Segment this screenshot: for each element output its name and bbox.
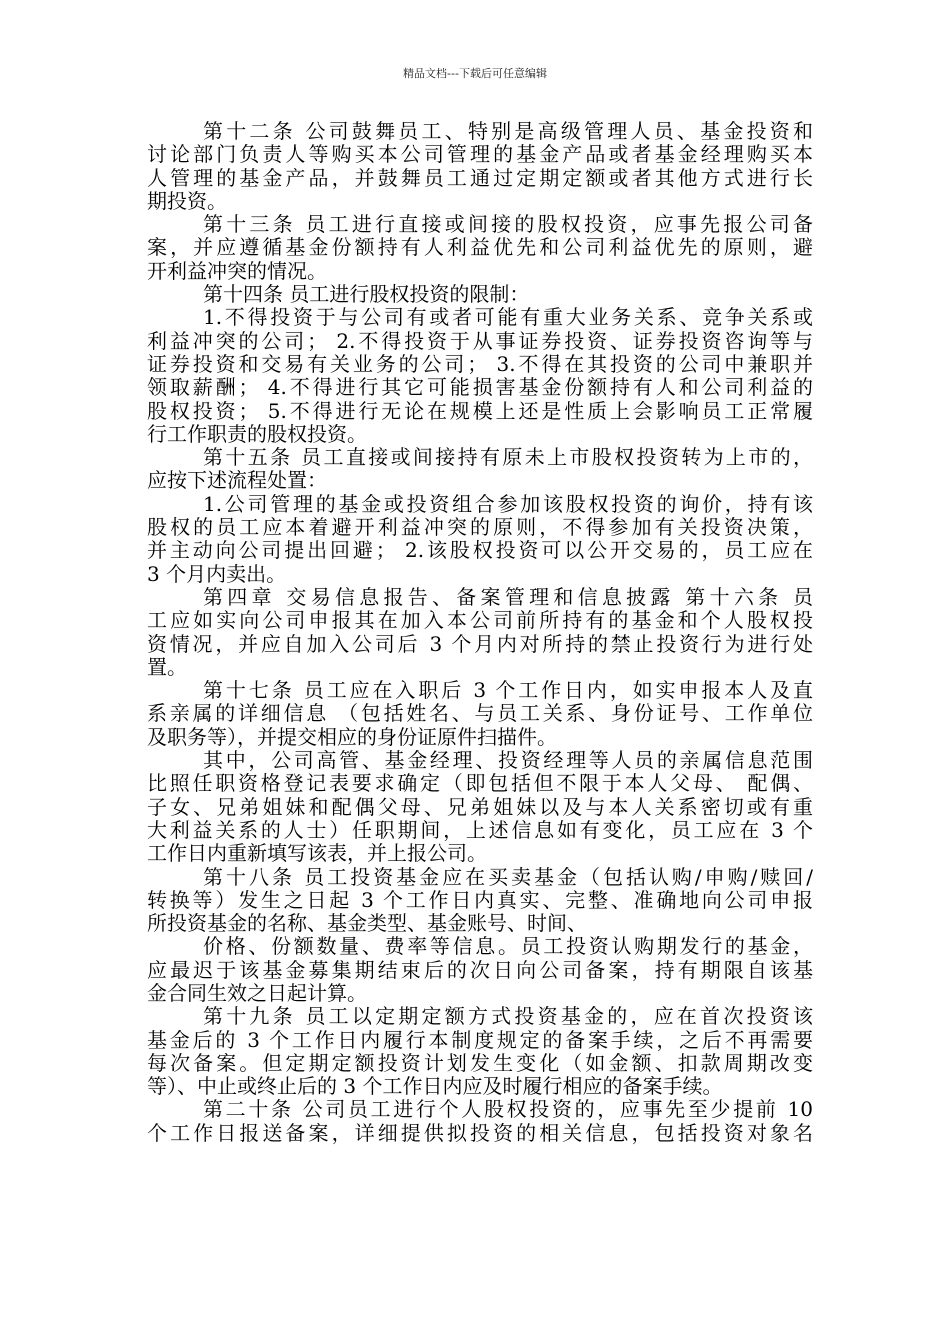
text-line: 金合同生效之日起计算。 [147,980,367,1005]
text-line: 及职务等），并提交相应的身份证原件扫描件。 [147,724,557,749]
text-line: 应最迟于该基金募集期结束后的次日向公司备案，持有期限自该基 [147,957,813,982]
text-line: 价格、份额数量、费率等信息。员工投资认购期发行的基金， [203,934,813,959]
text-line: 股权投资； 5.不得进行无论在规模上还是性质上会影响员工正常履 [147,398,813,423]
text-line: 第十七条 员工应在入职后 3 个工作日内，如实申报本人及直 [203,678,813,703]
text-line: 1.不得投资于与公司有或者可能有重大业务关系、竞争关系或 [203,305,813,330]
text-line: 期投资。 [147,188,227,213]
text-line: 其中，公司高管、基金经理、投资经理等人员的亲属信息范围 [203,748,813,773]
text-line: 案，并应遵循基金份额持有人利益优先和公司利益优先的原则，避 [147,235,813,260]
text-line: 第十五条 员工直接或间接持有原未上市股权投资转为上市的， [203,445,813,470]
text-line: 等）、中止或终止后的 3 个工作日内应及时履行相应的备案手续。 [147,1074,723,1099]
text-line: 第十三条 员工进行直接或间接的股权投资，应事先报公司备 [203,212,813,237]
text-line: 讨论部门负责人等购买本公司管理的基金产品或者基金经理购买本 [147,142,813,167]
document-body [147,120,813,1145]
text-line: 每次备案。但定期定额投资计划发生变化（如金额、扣款周期改变 [147,1050,813,1075]
text-line: 比照任职资格登记表要求确定（即包括但不限于本人父母、 配偶、 [147,771,813,796]
text-line: 第十四条 员工进行股权投资的限制： [203,282,530,307]
text-line: 领取薪酬； 4.不得进行其它可能损害基金份额持有人和公司利益的 [147,375,813,400]
text-line: 个工作日报送备案，详细提供拟投资的相关信息，包括投资对象名 [147,1120,813,1145]
text-line: 基金后的 3 个工作日内履行本制度规定的备案手续，之后不再需要 [147,1027,813,1052]
text-line: 第四章 交易信息报告、备案管理和信息披露 第十六条 员 [203,584,813,609]
text-line: 开利益冲突的情况。 [147,258,327,283]
text-line: 转换等）发生之日起 3 个工作日内真实、完整、准确地向公司申报 [147,887,813,912]
text-line: 资情况，并应自加入公司后 3 个月内对所持的禁止投资行为进行处 [147,631,813,656]
text-line: 并主动向公司提出回避； 2.该股权投资可以公开交易的，员工应在 [147,538,813,563]
text-line: 工应如实向公司申报其在加入本公司前所持有的基金和个人股权投 [147,608,813,633]
text-line: 大利益关系的人士）任职期间，上述信息如有变化，员工应在 3 个 [147,817,813,842]
page-header: 精品文档---下载后可任意编辑 [403,67,547,80]
text-line: 第十二条 公司鼓舞员工、特别是高级管理人员、基金投资和 [203,119,813,143]
text-line: 应按下述流程处置： [147,468,327,493]
text-line: 人管理的基金产品，并鼓舞员工通过定期定额或者其他方式进行长 [147,165,813,190]
text-line: 股权的员工应本着避开利益冲突的原则，不得参加有关投资决策， [147,515,813,540]
text-line: 系亲属的详细信息 （包括姓名、与员工关系、身份证号、工作单位 [147,701,813,726]
text-line: 行工作职责的股权投资。 [147,421,367,446]
text-line: 子女、兄弟姐妹和配偶父母、兄弟姐妹以及与本人关系密切或有重 [147,794,813,819]
text-line: 第十八条 员工投资基金应在买卖基金（包括认购/申购/赎回/ [203,864,813,889]
text-line: 置。 [147,654,187,679]
text-line: 第二十条 公司员工进行个人股权投资的，应事先至少提前 10 [203,1097,813,1122]
text-line: 所投资基金的名称、基金类型、基金账号、时间、 [147,911,587,936]
text-line: 利益冲突的公司； 2.不得投资于从事证券投资、证券投资咨询等与 [147,328,813,353]
text-line: 第十九条 员工以定期定额方式投资基金的，应在首次投资该 [203,1004,813,1029]
text-line: 证券投资和交易有关业务的公司； 3.不得在其投资的公司中兼职并 [147,351,813,376]
text-line: 1.公司管理的基金或投资组合参加该股权投资的询价，持有该 [203,491,813,516]
text-line: 工作日内重新填写该表，并上报公司。 [147,841,487,866]
text-line: 3 个月内卖出。 [147,561,287,586]
